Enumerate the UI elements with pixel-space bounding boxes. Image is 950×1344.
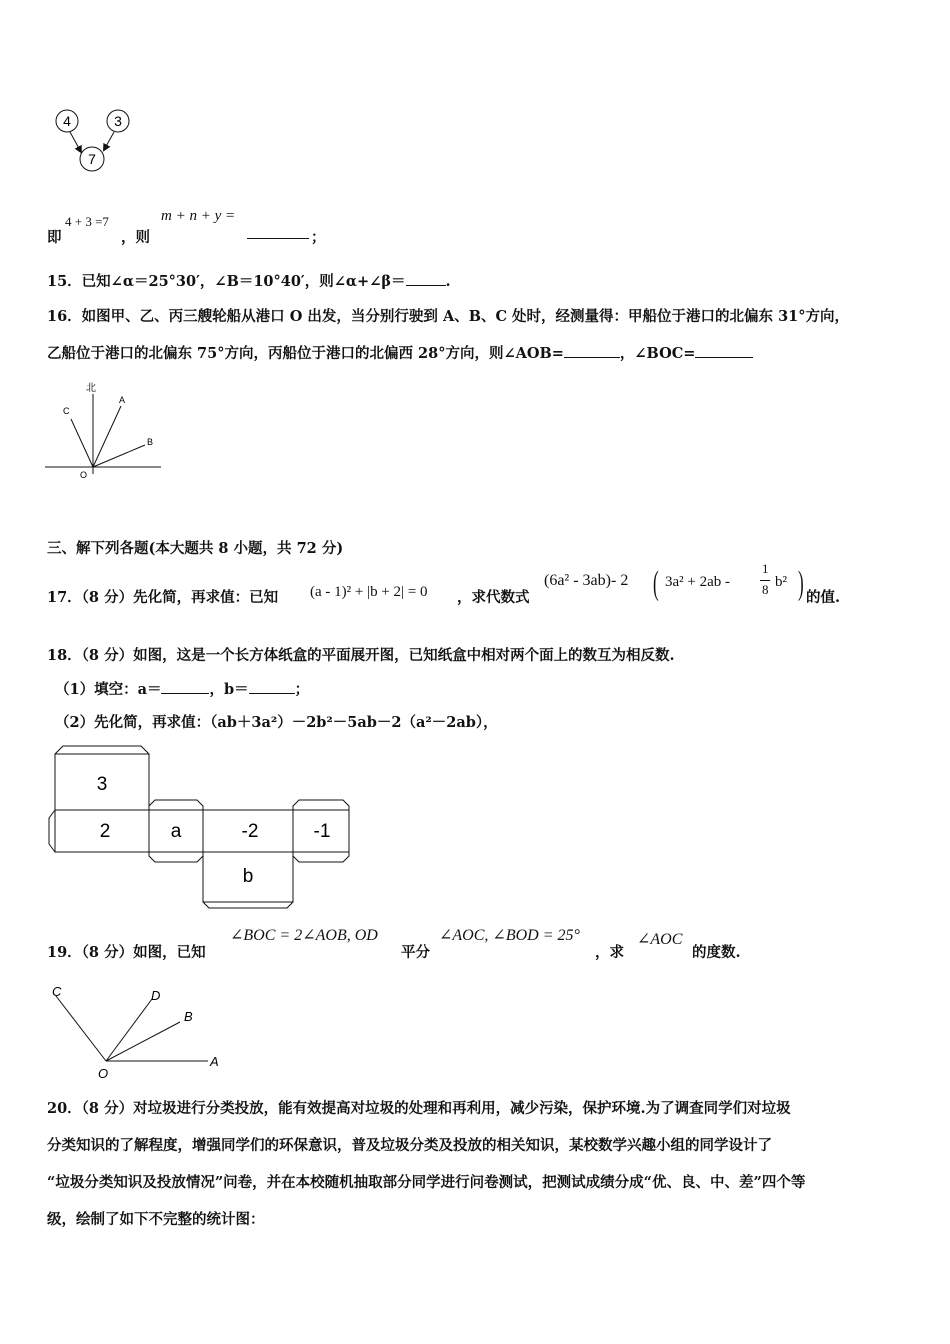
q17-expr-part2: 3a² + 2ab - <box>665 574 731 590</box>
vertex-o-label: O <box>98 1066 109 1081</box>
net-face-2: 2 <box>99 821 111 842</box>
q16-line-1: 16．如图甲、乙、丙三艘轮船从港口 O 出发，当分别行驶到 A、B、C 处时，经测量得：甲船位于港口的北偏东 31°方向， <box>47 308 850 325</box>
q19-condition-2: ∠AOC, ∠BOD = 25° <box>439 927 580 944</box>
q14-expression: m + n + y = <box>161 208 236 224</box>
circle-3-label: 3 <box>114 113 122 129</box>
q18-line-2 <box>55 678 309 699</box>
q17-expr-part1: (6a² - 3ab)- 2 <box>544 572 629 589</box>
q16-text-a: 乙船位于港口的北偏东 75°方向，丙船位于港口的北偏西 28°方向，则∠AOB= <box>47 345 564 362</box>
q17-mid: ，求代数式 <box>457 589 530 606</box>
ray-b-label: B <box>184 1009 193 1024</box>
point-a-label: A <box>119 395 126 405</box>
q14-mid: ，则 <box>121 229 150 246</box>
q17-frac-den: 8 <box>762 582 769 597</box>
q19-mid: 平分 <box>401 944 430 961</box>
point-o-label: O <box>80 470 88 480</box>
q14-prefix: 即 <box>47 229 62 246</box>
q20-line-4: 级，绘制了如下不完整的统计图： <box>47 1211 265 1228</box>
direction-figure <box>40 378 170 486</box>
circle-7-label: 7 <box>88 151 96 167</box>
q17-condition: (a - 1)² + |b + 2| = 0 <box>310 584 428 600</box>
net-face-minus2: -2 <box>241 821 259 842</box>
north-label: 北 <box>86 383 96 394</box>
q19-lead: 19．（8 分）如图，已知 <box>47 944 206 961</box>
q15-suffix: . <box>445 273 451 290</box>
q18-part1-b: ，b＝ <box>209 681 249 698</box>
q20-line-1: 20．（8 分）对垃圾进行分类投放，能有效提高对垃圾的处理和再利用，减少污染，保护环境.为了调查同学们对垃圾 <box>47 1100 791 1117</box>
net-face-3: 3 <box>96 774 108 795</box>
q18-line-1: 18．（8 分）如图，这是一个长方体纸盒的平面展开图，已知纸盒中相对两个面上的数互为相反数. <box>47 647 675 664</box>
q14-line <box>47 208 447 246</box>
q16-text-b: ，∠BOC= <box>619 345 696 362</box>
ray-c-label: C <box>52 984 62 999</box>
circle-4-label: 4 <box>63 113 71 129</box>
q17-frac-num: 1 <box>762 561 769 576</box>
q19-target: ∠AOC <box>637 931 683 948</box>
q19-tail: 的度数. <box>692 944 741 961</box>
q17-lead: 17．（8 分）先化简，再求值：已知 <box>47 589 279 606</box>
q17-close-paren: ) <box>798 565 804 602</box>
q18-part1-a: （1）填空：a＝ <box>55 681 162 698</box>
net-face-b: b <box>242 866 254 887</box>
box-net-figure <box>45 742 360 912</box>
q17-frac-bar <box>760 580 770 581</box>
q20-line-3: “垃圾分类知识及投放情况”问卷，并在本校随机抽取部分同学进行问卷测试，把测试成绩分成“优、良、中、差”四个等 <box>47 1174 806 1191</box>
q16-line-2 <box>47 342 753 363</box>
question-17 <box>47 561 907 615</box>
q18-part1-c: ； <box>294 681 310 698</box>
q14-suffix: ； <box>311 229 326 246</box>
q17-tail: 的值. <box>806 589 841 606</box>
ray-d-label: D <box>151 988 161 1003</box>
angle-figure <box>40 982 240 1082</box>
q15-text: 15．已知∠α＝25°30′，∠B＝10°40′，则∠α+∠β＝ <box>47 273 406 290</box>
point-b-label: B <box>147 437 154 447</box>
q18-a-blank[interactable] <box>161 681 209 694</box>
q20-line-2: 分类知识的了解程度，增强同学们的环保意识，普及垃圾分类及投放的相关知识，某校数学兴趣小组的同学设计了 <box>47 1137 772 1154</box>
q14-answer-blank[interactable] <box>247 226 309 239</box>
q18-line-3: （2）先化简，再求值：（ab＋3a²）－2b²－5ab－2（a²－2ab）， <box>55 714 498 731</box>
net-face-minus1: -1 <box>313 821 331 842</box>
q17-expr-part3: b² <box>775 574 787 590</box>
circle-sum-figure <box>50 104 140 179</box>
q16-aob-blank[interactable] <box>564 345 620 358</box>
question-19 <box>47 925 847 965</box>
q16-boc-blank[interactable] <box>695 345 753 358</box>
q15-answer-blank[interactable] <box>406 273 446 286</box>
q14-equation: 4 + 3 =7 <box>65 214 109 229</box>
q17-open-paren: ( <box>653 565 659 602</box>
ray-a-label: A <box>210 1054 219 1069</box>
net-face-a: a <box>170 821 182 842</box>
section-3-heading: 三、解下列各题(本大题共 8 小题，共 72 分) <box>47 540 344 557</box>
q19-ask: ，求 <box>595 944 624 961</box>
q19-condition-1: ∠BOC = 2∠AOB, OD <box>230 927 378 944</box>
q18-b-blank[interactable] <box>249 681 295 694</box>
question-15 <box>47 270 451 291</box>
point-c-label: C <box>63 406 70 416</box>
